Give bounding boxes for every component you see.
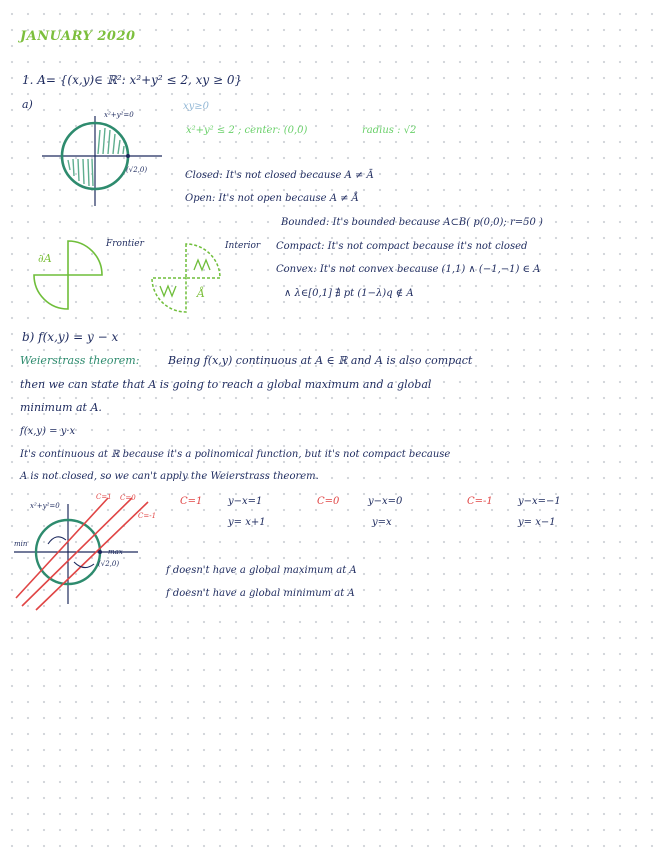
bounded-text: Bounded: It's bounded because A⊂B( p(0,0); r=50 ) <box>281 217 543 228</box>
case-1-eq1: y−x=1 <box>228 496 263 507</box>
case-3-c: C=-1 <box>467 496 493 507</box>
conclusion-max: f doesn't have a global maximum at A <box>166 565 357 576</box>
frontier-label: Frontier <box>106 239 144 249</box>
region-figure-a <box>38 110 168 210</box>
fig-label-c1: C=1 <box>96 493 112 501</box>
case-1-c: C=1 <box>180 496 203 507</box>
fig-min-label: min <box>14 540 28 548</box>
interior-figure <box>144 238 228 316</box>
case-2-eq1: y−x=0 <box>368 496 403 507</box>
radius-text: radius : √2 <box>362 125 417 136</box>
part-a-label: a) <box>22 98 33 111</box>
interior-label: Interior <box>225 241 261 251</box>
open-text: Open: It's not open because A ≠ Å <box>185 193 359 204</box>
fig-label-c0: C=0 <box>120 494 136 502</box>
hatching-q3 <box>68 159 93 186</box>
conclusion-min: f doesn't have a global minimum at A <box>166 588 355 599</box>
weierstrass-heading: Weierstrass theorem: <box>20 354 140 367</box>
hatching-q1 <box>98 128 124 154</box>
fig-max-label: max <box>108 548 123 556</box>
page-title: JANUARY 2020 <box>20 29 136 44</box>
interior-A-label: Å <box>197 287 205 300</box>
problem-statement: 1. A= {(x,y)∈ ℝ²: x²+y² ≤ 2, xy ≥ 0} <box>22 73 243 87</box>
compact-text: Compact: It's not compact because it's not closed <box>276 241 528 252</box>
fig-point-label: (√2,0) <box>98 560 120 568</box>
closed-text: Closed: It's not closed because A ≠ Ā <box>185 170 374 181</box>
weierstrass-line-2: then we can state that A is going to reach a global maximum and a global <box>20 378 432 391</box>
level-line-cm1 <box>36 502 148 610</box>
case-1-eq2: y= x+1 <box>228 517 266 528</box>
continuity-line-2: A is not closed, so we can't apply the Weierstrass theorem. <box>20 471 319 482</box>
case-3-eq2: y= x−1 <box>518 517 556 528</box>
function-line: f(x,y) = y·x <box>20 426 76 437</box>
weierstrass-line-1: Being f(x,y) continuous at A ∈ ℝ and A is also compact <box>168 354 473 367</box>
circle-label-a: x²+y²=0 <box>104 111 134 119</box>
frontier-figure <box>28 235 108 317</box>
xy-label: xy≥0 <box>183 101 210 112</box>
case-2-eq2: y=x <box>372 517 392 528</box>
part-b-label: b) f(x,y) = y − x <box>22 330 119 344</box>
case-2-c: C=0 <box>317 496 340 507</box>
fig-label-cm1: C=-1 <box>138 512 157 520</box>
point-label-a: (√2,0) <box>126 166 148 174</box>
lambda-text: ∧ λ∈[0,1] ∄ pt (1−λ)q ∉ A <box>284 288 414 299</box>
case-3-eq1: y−x=−1 <box>518 496 561 507</box>
convex-text: Convex: It's not convex because (1,1) ∧ (−1,−1) ∈ A <box>276 264 541 275</box>
continuity-line-1: It's continuous at ℝ because it's a polinomical function, but it's not compact because <box>20 449 451 460</box>
circle-label-b: x²+y²=0 <box>30 502 60 510</box>
boundary-label: ∂A <box>38 252 52 265</box>
circle-description: x²+y² ≤ 2 ; center: (0,0) <box>186 125 308 136</box>
weierstrass-line-3: minimum at A. <box>20 401 102 414</box>
